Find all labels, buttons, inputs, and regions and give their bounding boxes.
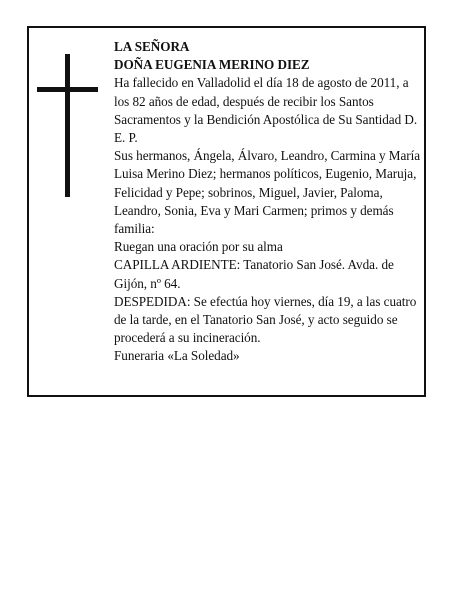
cross-vertical-bar	[65, 54, 70, 197]
prayer-request: Ruegan una oración por su alma	[114, 239, 283, 255]
family-list: Sus hermanos, Ángela, Álvaro, Leandro, Carmina y María Luisa Merino Diez; hermanos políticos, Eugenio, Maruja, Felicidad y Pepe; sobrinos, Miguel, Javier, Paloma, Leandro, Sonia, Eva y Mari Carmen; primos y demás familia:	[114, 148, 424, 237]
notice-heading-name: DOÑA EUGENIA MERINO DIEZ	[114, 57, 310, 73]
death-announcement: Ha fallecido en Valladolid el día 18 de agosto de 2011, a los 82 años de edad, después de recibir los Santos Sacramentos y la Bendición Apostólica de Su Santidad D. E. P.	[114, 75, 421, 146]
funeral-home: Funeraria «La Soledad»	[114, 348, 240, 364]
notice-heading-title: LA SEÑORA	[114, 39, 190, 54]
obituary-text	[114, 38, 424, 366]
farewell-info: DESPEDIDA: Se efectúa hoy viernes, día 19, a las cuatro de la tarde, en el Tanatorio San José, y acto seguido se procederá a su incineración.	[114, 293, 420, 346]
latin-cross-icon	[37, 54, 98, 197]
cross-horizontal-bar	[37, 87, 98, 92]
chapel-info: CAPILLA ARDIENTE: Tanatorio San José. Avda. de Gijón, nº 64.	[114, 257, 398, 291]
